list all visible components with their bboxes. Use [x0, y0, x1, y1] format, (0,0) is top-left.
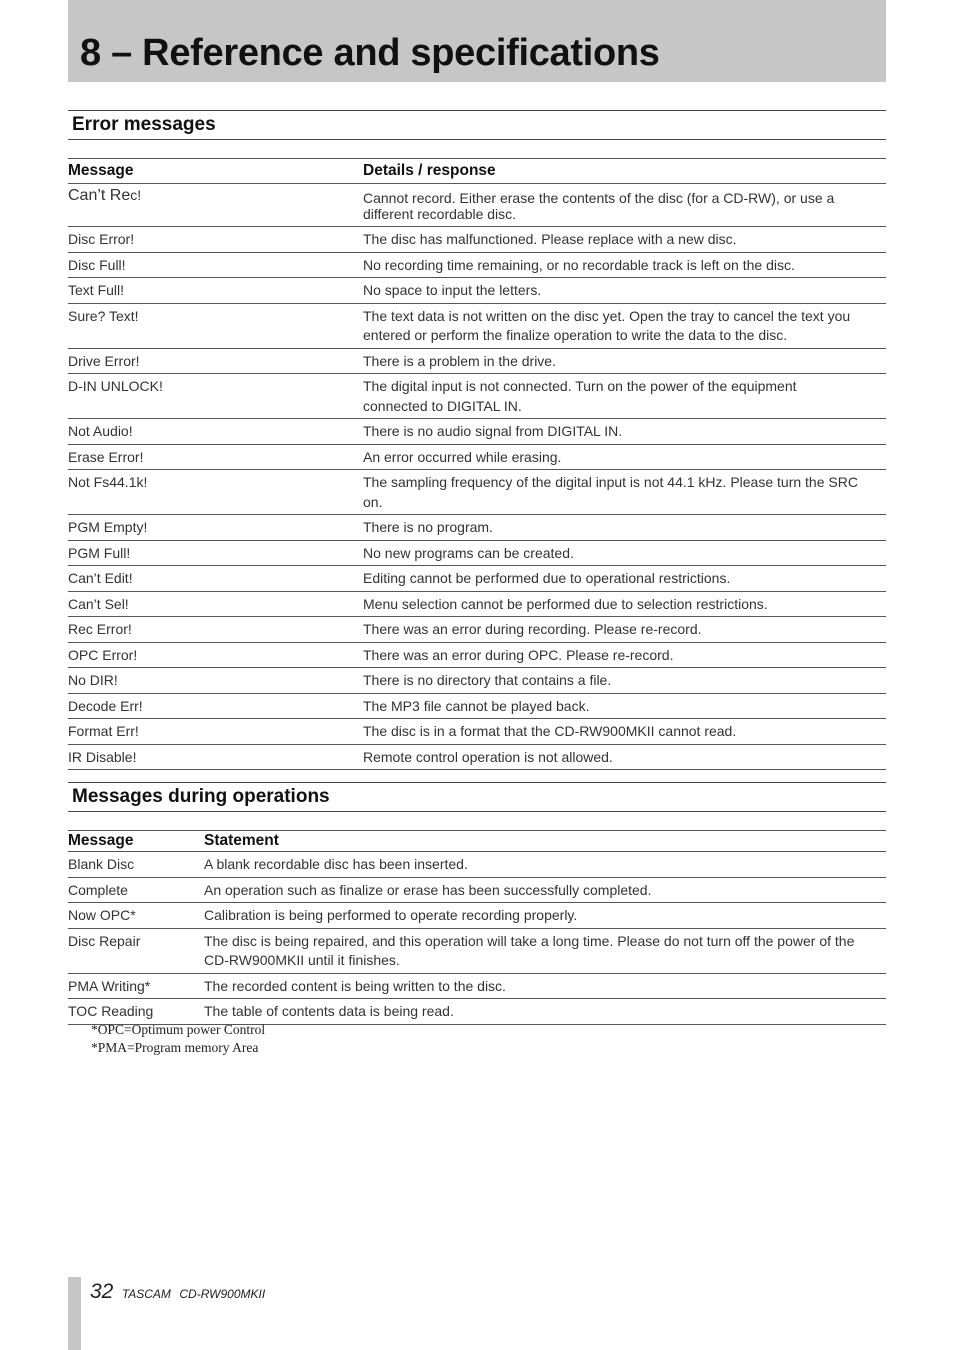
statement-cell: A blank recordable disc has been inserted. — [204, 852, 886, 878]
details-cell: The MP3 file cannot be played back. — [363, 693, 886, 719]
message-cell: PMA Writing* — [68, 973, 204, 999]
table-row — [68, 668, 886, 694]
message-cell: Can’t Sel! — [68, 591, 363, 617]
table-row — [68, 566, 886, 592]
message-cell: TOC Reading — [68, 999, 204, 1025]
table-header-row — [68, 831, 886, 852]
message-cell: Format Err! — [68, 719, 363, 745]
footnote-pma: *PMA=Program memory Area — [91, 1039, 259, 1055]
details-cell: There was an error during OPC. Please re-record. — [363, 642, 886, 668]
details-cell: The disc is in a format that the CD-RW900MKII cannot read. — [363, 719, 886, 745]
table-row — [68, 642, 886, 668]
column-header-statement: Statement — [204, 831, 886, 852]
table-row — [68, 852, 886, 878]
message-cell: Blank Disc — [68, 852, 204, 878]
details-cell: The digital input is not connected. Turn on the power of the equipment connected to DIGITAL IN. — [363, 374, 886, 419]
error-messages-heading — [68, 110, 886, 140]
details-cell: There is no audio signal from DIGITAL IN. — [363, 419, 886, 445]
table-row — [68, 744, 886, 770]
footer-model: CD-RW900MKII — [179, 1287, 266, 1301]
message-cell: Disc Repair — [68, 928, 204, 973]
table-row — [68, 374, 886, 419]
footer-brand: TASCAM — [121, 1287, 171, 1301]
table-row — [68, 227, 886, 253]
table-row — [68, 540, 886, 566]
table-header-row — [68, 159, 886, 184]
table-row — [68, 348, 886, 374]
table-row — [68, 877, 886, 903]
message-cell: PGM Empty! — [68, 515, 363, 541]
message-cell: Not Audio! — [68, 419, 363, 445]
message-cell: Disc Error! — [68, 227, 363, 253]
chapter-header — [68, 0, 886, 82]
column-header-details: Details / response — [363, 159, 886, 184]
details-cell: The disc has malfunctioned. Please replace with a new disc. — [363, 227, 886, 253]
details-cell: Cannot record. Either erase the contents of the disc (for a CD-RW), or use a different recordable disc. — [363, 184, 886, 227]
table-row — [68, 591, 886, 617]
table-row — [68, 184, 886, 227]
message-cell: Erase Error! — [68, 444, 363, 470]
table-row — [68, 444, 886, 470]
details-cell: No new programs can be created. — [363, 540, 886, 566]
message-cell — [68, 184, 363, 227]
error-messages-title: Error messages — [72, 114, 216, 135]
details-cell: Menu selection cannot be performed due to selection restrictions. — [363, 591, 886, 617]
footnotes — [91, 1021, 265, 1056]
message-text-small: c! — [130, 187, 142, 203]
message-cell: No DIR! — [68, 668, 363, 694]
message-cell: Rec Error! — [68, 617, 363, 643]
table-row — [68, 278, 886, 304]
message-cell: Sure? Text! — [68, 303, 363, 348]
details-cell: There is no directory that contains a file. — [363, 668, 886, 694]
chapter-title: 8 – Reference and specifications — [80, 32, 660, 74]
statement-cell: The recorded content is being written to the disc. — [204, 973, 886, 999]
column-header-message: Message — [68, 831, 204, 852]
details-cell: There is no program. — [363, 515, 886, 541]
column-header-message: Message — [68, 159, 363, 184]
message-cell: IR Disable! — [68, 744, 363, 770]
table-row — [68, 252, 886, 278]
footnote-opc: *OPC=Optimum power Control — [91, 1022, 266, 1037]
message-cell: Decode Err! — [68, 693, 363, 719]
table-row — [68, 973, 886, 999]
message-cell: D-IN UNLOCK! — [68, 374, 363, 419]
table-row — [68, 419, 886, 445]
operations-messages-table — [68, 830, 886, 1025]
message-cell: Disc Full! — [68, 252, 363, 278]
details-cell: No recording time remaining, or no recordable track is left on the disc. — [363, 252, 886, 278]
message-cell: Text Full! — [68, 278, 363, 304]
statement-cell: Calibration is being performed to operate recording properly. — [204, 903, 886, 929]
details-cell: There was an error during recording. Please re-record. — [363, 617, 886, 643]
details-cell: There is a problem in the drive. — [363, 348, 886, 374]
details-cell: Editing cannot be performed due to operational restrictions. — [363, 566, 886, 592]
page-footer — [90, 1280, 265, 1304]
table-row — [68, 617, 886, 643]
error-messages-table — [68, 158, 886, 770]
message-text-large: Can’t Re — [68, 187, 131, 204]
statement-cell: The table of contents data is being read. — [204, 999, 886, 1025]
message-cell: Drive Error! — [68, 348, 363, 374]
details-cell: No space to input the letters. — [363, 278, 886, 304]
table-row — [68, 928, 886, 973]
message-cell: OPC Error! — [68, 642, 363, 668]
details-cell: The sampling frequency of the digital input is not 44.1 kHz. Please turn the SRC on. — [363, 470, 886, 515]
table-row — [68, 719, 886, 745]
details-cell: The text data is not written on the disc yet. Open the tray to cancel the text you entered or perform the finalize operation to write the data to the disc. — [363, 303, 886, 348]
table-row — [68, 303, 886, 348]
page-number: 32 — [90, 1280, 114, 1303]
message-cell: Not Fs44.1k! — [68, 470, 363, 515]
message-cell: PGM Full! — [68, 540, 363, 566]
details-cell: Remote control operation is not allowed. — [363, 744, 886, 770]
statement-cell: An operation such as finalize or erase has been successfully completed. — [204, 877, 886, 903]
message-cell: Now OPC* — [68, 903, 204, 929]
statement-cell: The disc is being repaired, and this operation will take a long time. Please do not turn off the power of the CD-RW900MKII until it finishes. — [204, 928, 886, 973]
footer-bar — [68, 1277, 81, 1350]
table-row — [68, 470, 886, 515]
table-row — [68, 693, 886, 719]
details-cell: An error occurred while erasing. — [363, 444, 886, 470]
operations-messages-title: Messages during operations — [72, 786, 330, 807]
table-row — [68, 903, 886, 929]
operations-messages-heading — [68, 782, 886, 812]
message-cell: Complete — [68, 877, 204, 903]
table-row — [68, 515, 886, 541]
message-cell: Can’t Edit! — [68, 566, 363, 592]
